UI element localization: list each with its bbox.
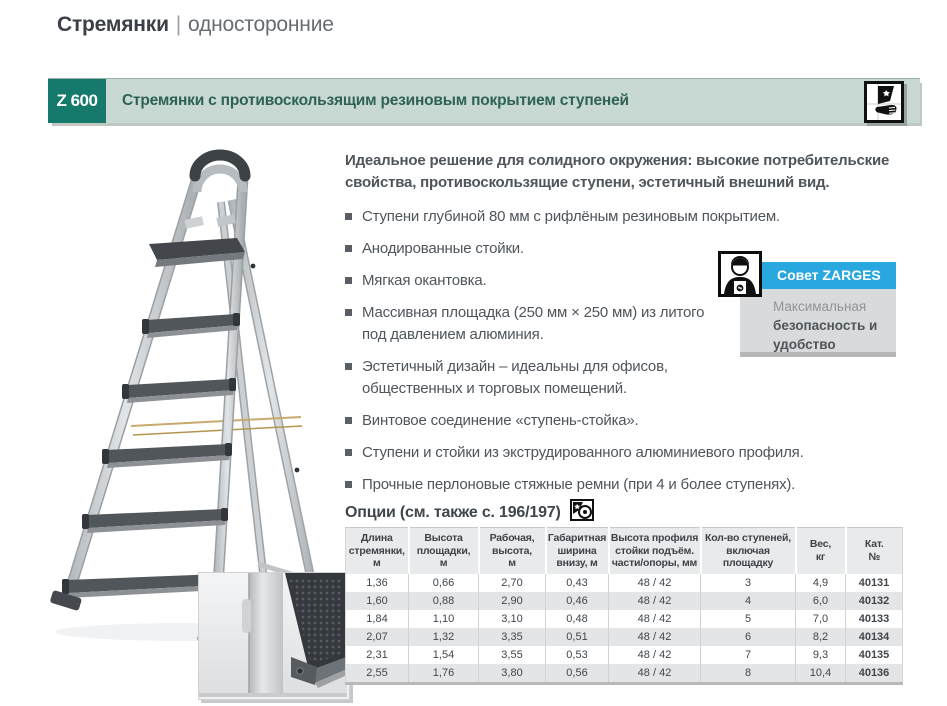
- value-cell: 2,90: [479, 592, 546, 610]
- value-cell: 0,66: [409, 574, 479, 592]
- bullet-square-icon: [345, 245, 352, 252]
- value-cell: 48 / 42: [609, 646, 701, 664]
- catalog-number-cell: 40132: [858, 594, 890, 607]
- intro-line: Идеальное решение для солидного окружения: высокие потребительские: [345, 152, 890, 169]
- feature-item: [345, 206, 825, 228]
- value-cell: 48 / 42: [609, 610, 701, 628]
- column-header-line: Рабочая,: [489, 532, 535, 544]
- value-cell: 48 / 42: [609, 574, 701, 592]
- bullet-square-icon: [345, 363, 352, 370]
- feature-item: [345, 356, 825, 400]
- column-header-line: кг: [815, 550, 826, 563]
- value-cell: 3: [701, 574, 796, 592]
- column-header-line: Высота: [424, 532, 463, 544]
- value-cell: 0,53: [546, 646, 609, 664]
- value-cell: 0,43: [546, 574, 609, 592]
- bullet-square-icon: [345, 449, 352, 456]
- value-cell: 4,9: [796, 574, 846, 592]
- column-header-line: внизу, м: [556, 557, 598, 569]
- catalog-number-cell: 40133: [858, 612, 890, 625]
- page-title-sub: односторонние: [188, 13, 334, 36]
- spec-table: [345, 527, 903, 685]
- column-header-line: ширина: [557, 544, 597, 557]
- value-cell: 6,0: [796, 592, 846, 610]
- value-cell: 1,84: [346, 610, 409, 628]
- page-title: [57, 13, 334, 37]
- value-cell: 7: [701, 646, 796, 664]
- page-title-main: Стремянки: [57, 13, 169, 36]
- feature-line: Прочные перлоновые стяжные ремни (при 4 и более ступенях).: [362, 476, 796, 493]
- column-header-line: м: [439, 557, 448, 569]
- table-row: [346, 628, 903, 646]
- table-row: [346, 574, 903, 592]
- feature-line: Винтовое соединение «ступень-стойка».: [362, 412, 639, 429]
- column-header-line: стойки подъём.: [615, 544, 694, 557]
- column-header: [479, 528, 546, 574]
- column-header-line: Высота профиля: [610, 532, 699, 544]
- bullet-square-icon: [345, 417, 352, 424]
- value-cell: 0,48: [546, 610, 609, 628]
- column-header-line: части/опоры, мм: [611, 557, 698, 569]
- column-header: [609, 528, 701, 574]
- value-cell: 0,51: [546, 628, 609, 646]
- worker-icon: [718, 251, 762, 297]
- tip-line: удобство: [773, 337, 836, 352]
- value-cell: 0,56: [546, 664, 609, 684]
- value-cell: 3,35: [479, 628, 546, 646]
- value-cell: 9,3: [796, 646, 846, 664]
- column-header-line: м: [372, 557, 381, 569]
- feature-line: Ступени и стойки из экструдированного алюминиевого профиля.: [362, 444, 804, 461]
- column-header-line: высота,: [492, 544, 532, 557]
- column-header-line: площадку: [722, 557, 774, 569]
- model-code-badge: Z 600: [48, 79, 106, 123]
- value-cell: 7,0: [796, 610, 846, 628]
- caster-wheel-icon: [570, 499, 594, 526]
- options-heading: [345, 499, 594, 526]
- column-header: [409, 528, 479, 574]
- tip-box-header: Совет ZARGES: [762, 262, 896, 289]
- value-cell: 48 / 42: [609, 592, 701, 610]
- feature-line: Эстетичный дизайн – идеальны для офисов,: [362, 358, 668, 375]
- catalog-number-cell: 40136: [858, 666, 890, 679]
- column-header: [846, 528, 903, 574]
- bullet-square-icon: [345, 213, 352, 220]
- spec-table-header-row: [346, 528, 903, 574]
- value-cell: 3,10: [479, 610, 546, 628]
- intro-paragraph: [345, 150, 920, 194]
- title-divider: |: [175, 13, 182, 36]
- value-cell: 8: [701, 664, 796, 684]
- value-cell: 2,55: [346, 664, 409, 684]
- bullet-square-icon: [345, 481, 352, 488]
- value-cell: 10,4: [796, 664, 846, 684]
- value-cell: 1,76: [409, 664, 479, 684]
- column-header-line: Длина: [360, 532, 393, 544]
- column-header-line: Кол-во ступеней,: [705, 532, 791, 544]
- options-heading-text: Опции (см. также с. 196/197): [345, 503, 561, 521]
- catalog-number-cell: 40135: [858, 648, 890, 661]
- feature-line: Мягкая окантовка.: [362, 272, 487, 289]
- value-cell: 8,2: [796, 628, 846, 646]
- value-cell: 1,10: [409, 610, 479, 628]
- catalog-number-cell: 40134: [858, 630, 890, 643]
- table-row: [346, 610, 903, 628]
- value-cell: 2,07: [346, 628, 409, 646]
- table-row: [346, 592, 903, 610]
- column-header-line: Кат.: [864, 538, 884, 551]
- value-cell: 0,46: [546, 592, 609, 610]
- feature-line: Анодированные стойки.: [362, 240, 524, 257]
- product-banner: [48, 78, 920, 123]
- value-cell: 3,55: [479, 646, 546, 664]
- intro-line: свойства, противоскользящие ступени, эстетичный внешний вид.: [345, 174, 830, 191]
- column-header-line: площадки,: [416, 544, 471, 557]
- feature-line: Массивная площадка (250 мм × 250 мм) из литого: [362, 304, 705, 321]
- table-row: [346, 646, 903, 664]
- feature-item: [345, 410, 825, 432]
- feature-item: [345, 474, 825, 496]
- column-header-line: №: [868, 550, 880, 563]
- value-cell: 0,88: [409, 592, 479, 610]
- glove-hand-icon: [864, 81, 904, 123]
- column-header-line: Вес,: [809, 538, 832, 551]
- value-cell: 5: [701, 610, 796, 628]
- value-cell: 6: [701, 628, 796, 646]
- value-cell: 2,31: [346, 646, 409, 664]
- feature-line: под давлением алюминия.: [362, 326, 544, 343]
- table-row: [346, 664, 903, 684]
- column-header-line: включая: [726, 544, 770, 557]
- value-cell: 1,54: [409, 646, 479, 664]
- platform-detail-photo: [198, 572, 350, 700]
- feature-item: [345, 442, 825, 464]
- tip-box-body: [740, 289, 896, 357]
- column-header-line: стремянки,: [348, 544, 405, 557]
- column-header: [701, 528, 796, 574]
- value-cell: 4: [701, 592, 796, 610]
- column-header: [546, 528, 609, 574]
- value-cell: 1,32: [409, 628, 479, 646]
- bullet-square-icon: [345, 309, 352, 316]
- feature-line: Ступени глубиной 80 мм с рифлёным резиновым покрытием.: [362, 208, 780, 225]
- value-cell: 1,36: [346, 574, 409, 592]
- value-cell: 2,70: [479, 574, 546, 592]
- value-cell: 48 / 42: [609, 664, 701, 684]
- column-header: [346, 528, 409, 574]
- value-cell: 48 / 42: [609, 628, 701, 646]
- catalog-number-cell: 40131: [858, 576, 890, 589]
- tip-line: Максимальная: [773, 299, 867, 314]
- tip-line: безопасность и: [773, 318, 878, 333]
- feature-line: общественных и торговых помещений.: [362, 380, 627, 397]
- bullet-square-icon: [345, 277, 352, 284]
- value-cell: 3,80: [479, 664, 546, 684]
- column-header-line: Габаритная: [547, 532, 607, 544]
- column-header-line: м: [508, 557, 516, 569]
- value-cell: 1,60: [346, 592, 409, 610]
- product-banner-title: Стремянки с противоскользящим резиновым покрытием ступеней: [122, 92, 629, 109]
- column-header: [796, 528, 846, 574]
